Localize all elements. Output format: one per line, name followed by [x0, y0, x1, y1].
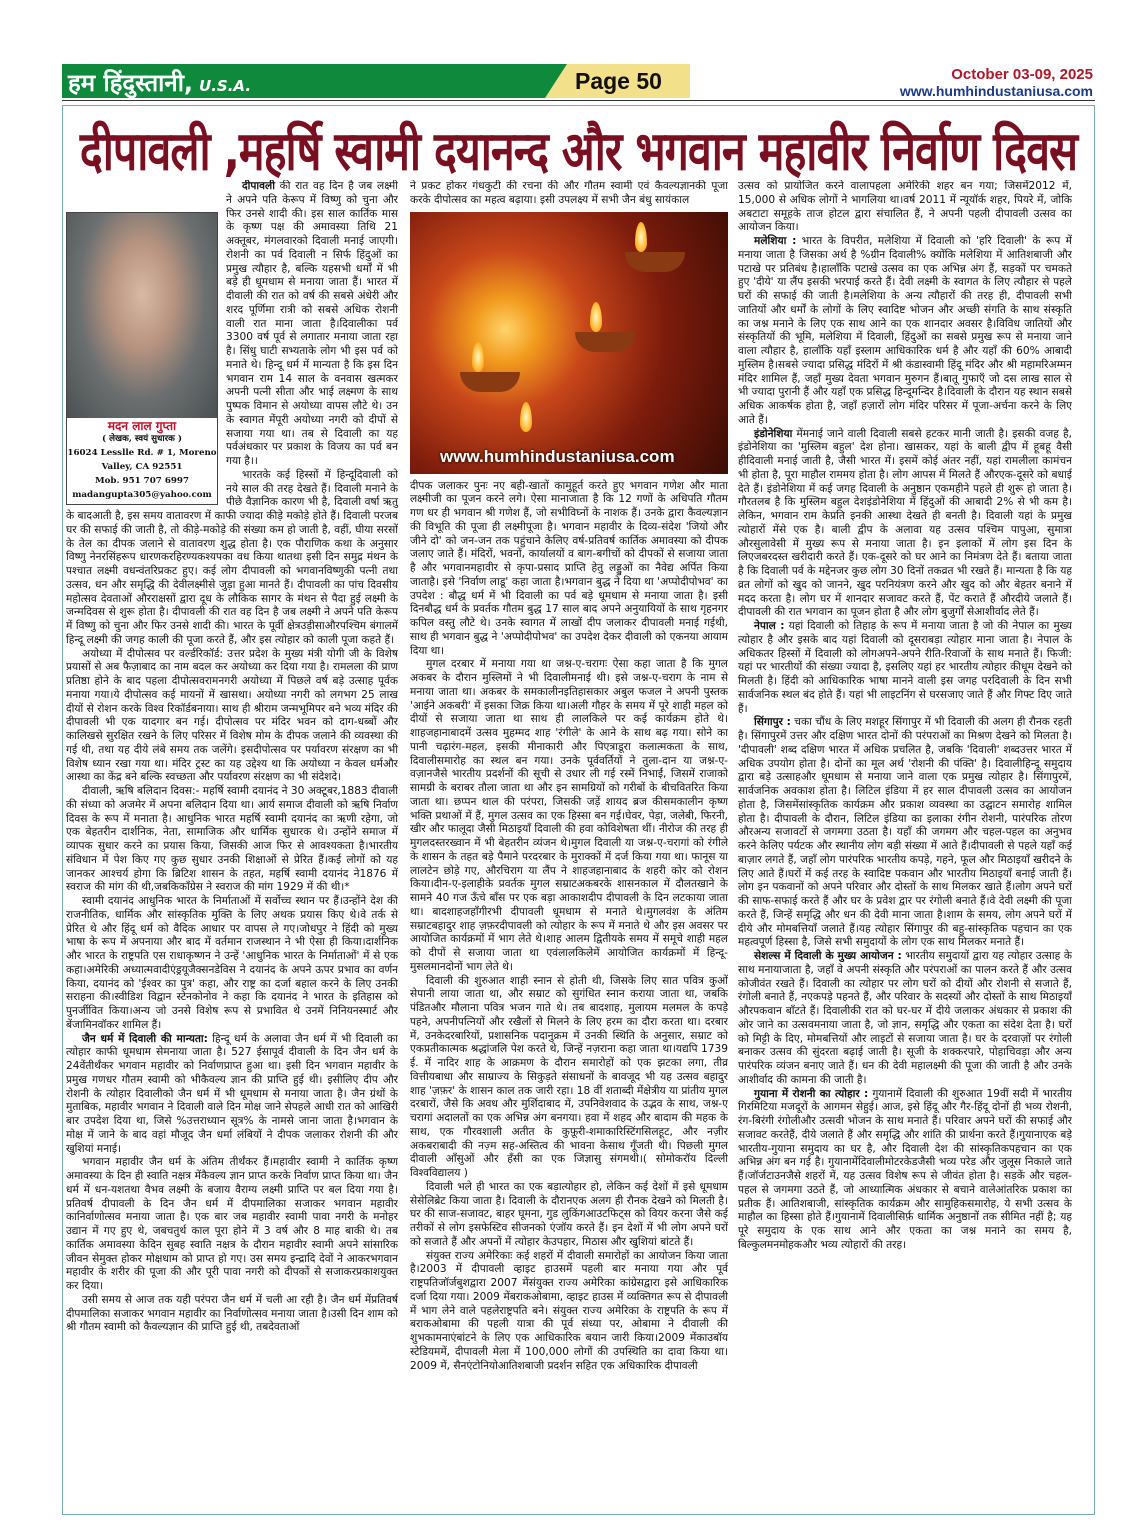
paragraph: भारतके कई हिस्सों में हिन्दूदिवाली को नये साल की तरह देखते हैं। दिवाली मनाने के पीछे वैज्ञानिक कारण भी है, दिवाली वर्षा ऋतु के बादआती है, इस समय वातावरण में काफी ज्यादा कीड़े मकोड़े होते हैं। दिवाली परजब घर की सफाई की जाती है, तो कीड़े-मकोड़े की संख्या कम हो जाती है, वहीं, घीया सरसों के तेल का दीपक जलाने से वातावरण शुद्ध होता है। एक पौराणिक कथा के अनुसार विष्णु नेनरसिंहरूप धारणकरहिरण्यकश्यपका वध किया थातथा इसी दिन समुद्र मंथन के पश्चात लक्ष्मी वधन्वंतरिप्रकट हुए। कई लोग दीपावली को भगवानविष्णुकी पत्नी तथा उत्सव, धन और समृद्धि की देवीलक्ष्मीसे जुड़ा हुआ मानते हैं। दीपावली का पांच दिवसीय महोत्सव देवताओं औरराक्षसों द्वारा दूध के लौकिक सागर के मंथन से पैदा हुई लक्ष्मी के जन्मदिवस से शुरू होता है। दीपावली की रात वह दिन है जब लक्ष्मी ने अपने पति केरूप में विष्णु को चुना और फिर उनसे शादी की। भारत के पूर्वी क्षेत्रउड़ीसाऔरपश्चिम बंगालमें हिन्दू लक्ष्मी की जगह काली की पूजा करते हैं, और इस त्योहार को काली पूजा कहते हैं।	[66, 468, 398, 646]
paragraph-text: हिन्दू धर्म के अलावा जैन धर्म में भी दिवाली का त्योहार काफी धूमधाम सेमनाया जाता है। 527 ईसापूर्व दीवाली के दिन जैन धर्म के 24वेंतीर्थंकर भगवान महावीर को निर्वाणप्राप्त हुआ था। इसी दिन भगवान महावीर के प्रमुख गणधर गौतम स्वामी को भीकैवल्य ज्ञान की प्राप्ति हुई थी। इसीलिए दीप और रोशनी के त्योहार दिवालीको जैन धर्म में भी धूमधाम से मनाया जाता है। जैन ग्रंथों के मुताबिक, महावीर भगवान ने दिवाली वाले दिन मोक्ष जाने सेपहले आधी रात को आखिरी बार उपदेश दिया था, जिसे %उत्तराध्यान सूत्र% के नामसे जाना जाता है।भगवान के मोक्ष में जाने के बाद वहां मौजूद जैन धर्मा लंबियों ने दीपक जलाकर रोशनी की और खुशियां मनाई।	[66, 1032, 398, 1155]
diya-photo	[410, 212, 728, 474]
paragraph	[738, 1088, 1072, 1253]
subheading: जैन धर्म में दिवाली की मान्यता:	[82, 1032, 208, 1045]
diya-icon	[625, 252, 685, 272]
paragraph: भगवान महावीर जैन धर्म के अंतिम तीर्थंकर हैं।महावीर स्वामी ने कार्तिक कृष्ण अमावस्या के दिन ही स्वाति नक्षत्र मेंकैवल्य ज्ञान प्राप्त करके निर्वाण प्राप्त किया था। जैन धर्म में धन-यशतथा वैभव लक्ष्मी के बजाय वैराग्य लक्ष्मी प्राप्ति पर बल दिया गया है। प्रतिवर्ष दीपावली के दिन जैन धर्म में दीपमालिका सजाकर भगवान महावीर कानिर्वाणोत्सव मनाया जाता है। एक बार जब महावीर स्वामी पावा नगरी के मनोहर उद्यान में गए हुए थे, जबचतुर्थ काल पूरा होने में 3 वर्ष और 8 माह बाकी थे। तब कार्तिक अमावस्या केदिन सुबह स्वाति नक्षत्र के दौरान महावीर स्वामी अपने सांसारिक जीवन सेमुक्त होकर मोक्षधाम को प्राप्त हो गए। उस समय इन्द्रादि देवों ने आकरभगवान महावीर के शरीर की पूजा की और पूरी पावा नगरी को दीपकों से सजाकरप्रकाशयुक्त कर दिया।	[66, 1156, 398, 1292]
paragraph: दीपक जलाकर पुनः नए बही-खातों कामुहूर्त करते हुए भगवान गणेश और माता लक्ष्मीजी का पूजन करने लगे। ऐसा मानाजाता है कि 12 गणों के अधिपति गौतम गण धर ही भगवान श्री गणेश हैं, जो सभीविघ्नों के नाशक हैं। उनके द्वारा कैवल्यज्ञान की विभूति की पूजा ही लक्ष्मीपूजा है। भगवान महावीर के दिव्य-संदेश 'जियो और जीने दो' को जन-जन तक पहुंचाने केलिए वर्ष-प्रतिवर्ष कार्तिक अमावस्या को दीपक जलाए जाते हैं। मंदिरों, भवनों, कार्यालयों व बाग-बगीचों को दीपकों से सजाया जाता है और भगवानमहावीर से कृपा-प्रसाद प्राप्ति हेतु लड्डुओं का नैवेद्य अर्पित किया जाताहै। इसे 'निर्वाण लाडू' कहा जाता है।भगवान बुद्ध ने दिया था 'अप्पोदीपोभव' का उपदेश : बौद्ध धर्म में भी दिवाली का पर्व बड़े धूमधाम से मनाया जाता है। इसी दिनबौद्ध धर्म के प्रवर्तक गौतम बुद्ध 17 साल बाद अपने अनुयायियों के साथ गृहनगर कपिल वस्तु लौटे थे। उनके स्वागत में लाखों दीप जलाकर दीपावली मनाई गईथी, साथ ही भगवान बुद्ध ने 'अप्पोदीपोभव' का उपदेश देकर दीवाली को एकनया आयाम दिया था।	[410, 479, 728, 657]
page-number: Page 50	[575, 68, 662, 94]
diya-icon	[460, 372, 520, 392]
photo-watermark: www.humhindustaniusa.com	[440, 446, 675, 466]
author-address-2: Valley, CA 92551	[101, 461, 183, 472]
paragraph: संयुक्त राज्य अमेरिकाः कई शहरों में दीवाली समारोहों का आयोजन किया जाता है।2003 में दीपावली व्हाइट हाउसमें पहली बार मनाया गया और पूर्व राष्ट्रपतिजॉर्जबुशद्वारा 2007 मेंसंयुक्त राज्य अमेरिका कांग्रेसद्वारा इसे आधिकारिक दर्जा दिया गया। 2009 मेंबराकओबामा, व्हाइट हाउस में व्यक्तिगत रूप से दीपावली में भाग लेने वाले पहलेराष्ट्रपति बने। संयुक्त राज्य अमेरिका के राष्ट्रपति के रूप में बराकओबामा की पहली यात्रा की पूर्व संध्या पर, ओबामा ने दीवाली की शुभकामनाएंबांटने के लिए एक आधिकारिक बयान जारी किया।2009 मेंकाउबॉय स्टेडियममें, दीपावली मेला में 100,000 लोगों की उपस्थिति का दावा किया था। 2009 में, सैनएंटोनियोआतिशबाजी प्रदर्शन सहित एक अधिकारिक दीपावली	[410, 1249, 728, 1372]
issue-date: October 03-09, 2025	[951, 66, 1093, 83]
paragraph	[738, 716, 1072, 950]
flame-icon	[520, 402, 532, 432]
author-photo	[67, 213, 217, 418]
lead-word: दीपावली	[242, 180, 275, 192]
paragraph	[738, 620, 1072, 716]
newspaper-title	[68, 66, 251, 99]
article-headline: दीपावली ,महर्षि स्वामी दयानन्द और भगवान महावीर निर्वाण दिवस	[79, 120, 1078, 184]
paragraph-text: चका चौंध के लिए मशहूर सिंगापुर में भी दिवाली की अलग ही रौनक रहती है। सिंगापुरमें उत्तर और दक्षिण भारत दोनों की परंपराओं का मिश्रण देखने को मिलता है। 'दीपावली' शब्द दक्षिण भारत में अधिक प्रचलित है, जबकि 'दिवाली' शब्दउत्तर भारत में अधिक उपयोग होता है। दोनों का मूल अर्थ 'रोशनी की पंक्ति' है। दिवालीहिन्दू समुदाय द्वारा बड़े उत्साहऔर धूमधाम से मनाया जाने वाला एक प्रमुख त्योहार है। सिंगापुरमें, सार्वजनिक अवकाश होता है। लिटिल इंडिया में हर साल दीपावली उत्सव का आयोजन होता है, जिसमेंसांस्कृतिक कार्यक्रम और प्रकाश व्यवस्था का उद्घाटन समारोह शामिल होता है। दीपावली के दौरान, लिटिल इंडिया का इलाका रंगीन रोशनी, पारंपरिक तोरण औरअन्य सजावटों से जगमगा उठता है। यहाँ की जगमग और चहल-पहल का अनुभव करने केलिए पर्यटक और स्थानीय लोग बड़ी संख्या में आते हैं।दीपावली से पहले यहाँ कई बाज़ार लगते हैं, जहाँ लोग पारंपरिक भारतीय कपड़े, गहने, फूल और मिठाइयाँ खरीदने के लिए आते हैं।घरों में कई तरह के स्वादिष्ट पकवान और भारतीय मिठाइयाँ बनाई जाती हैं।लोग इन पकवानों को अपने परिवार और दोस्तों के साथ मिलकर खाते हैं।लोग अपने घरों की साफ-सफाई करते हैं और घर के प्रवेश द्वार पर रंगोली बनाते हैं।वे देवी लक्ष्मी की पूजा करते हैं, जिन्हें समृद्धि और धन की देवी माना जाता है।शाम के समय, लोग अपने घरों में दीये और मोमबत्तियाँ जलाते हैं।यह त्योहार सिंगापुर की बहु-सांस्कृतिक पहचान का एक महत्वपूर्ण हिस्सा है, जिसे सभी समुदायों के लोग एक साथ मिलकर मनाते हैं।	[738, 716, 1072, 949]
paragraph-text: यहां दिवाली को तिहाड़ के रूप में मनाया जाता है जो की नेपाल का मुख्य त्योहार है और इसके बाद यहां दिवाली को दूसराबड़ा त्योहार माना जाता है। नेपाल के अधिकतर हिस्सों में दिवाली को लोगअपने-अपने रीति-रिवाजों के साथ मनाते हैं। फिजी: यहां पर भारतीयों की संख्या ज्यादा है, इसलिए यहां हर भारतीय त्योहार कीधूम देखने को मिलती है। हिंदी को आधिकारिक भाषा मानने वाली इस जगह परदिवाली के दिन सभी सार्वजनिक स्थल बंद होते हैं। यहां भी लाइटनिंग से घरसजाए जाते हैं और गिफ्ट दिए जाते हैं।	[738, 620, 1072, 715]
paragraph	[738, 235, 1072, 428]
flame-icon	[635, 222, 647, 252]
paragraph-text: मेंमनाई जाने वाली दिवाली सबसे हटकर मानी जाती है। इसकी वजह है, इंडोनेशिया का 'मुस्लिम बहुल' देश होना। खासकर, यहां के बाली द्वीप में हूबहू वैसी हीदिवाली मनाई जाती है, जैसी भारत में। इसमें कोई अंतर नहीं, यहां रामलीला कामंचन भी होता है, पूरा माहौल राममय होता है। लोग आपस में मिलते हैं औरएक-दूसरे को बधाई देते हैं। इंडोनेशिया में कई जगह दिवाली के अनुष्ठान एकमहीने पहले ही शुरू हो जाता है। गौरतलब है कि मुस्लिम बहुल देशइंडोनेशिया में हिंदुओं की आबादी 2% से भी कम है। लेकिन, भगवान राम केप्रति इनकी आस्था देखते ही बनती है। दिवाली यहां के प्रमुख त्योहारों मेंसे एक है। बाली द्वीप के अलावा यह उत्सव पश्चिम पापुआ, सुमात्रा औरसुलावेसी में मुख्य रूप से मनाया जाता है। इन इलाकों में लोग इस दिन के लिएजबरदस्त खरीदारी करते हैं। एक-दूसरे को घर आने का निमंत्रण देते हैं। बताया जाता है कि दिवाली पर्व के मद्देनजर कुछ लोग 30 दिनों तकव्रत भी रखते हैं। मान्यता है कि यह व्रत लोगों को खुद को जानने, खुद परनियंत्रण करने और खुद को और बेहतर बनाने में मदद करता है। लोग घर में शानदार सजावट करते हैं, पेंट कराते हैं औरदीये जलाते हैं। दीपावली की रात भगवान का पूजन होता है और लोग बुजुर्गों सेआशीर्वाद लेते हैं।	[738, 427, 1072, 619]
paragraph	[738, 428, 1072, 621]
header-divider	[62, 100, 1095, 101]
author-name: मदन लाल गुप्ता	[107, 419, 177, 433]
flame-icon	[472, 342, 484, 372]
title-text: हम हिंदुस्तानी,	[68, 69, 194, 97]
column-2	[410, 180, 728, 1480]
paragraph: दीवाली, ऋषि बलिदान दिवस:- महर्षि स्वामी दयानंद ने 30 अक्टूबर,1883 दीवाली की संध्या को अजमेर में अपना बलिदान दिया था। आर्य समाज दीवाली को ऋषि निर्वाण दिवस के रूप में मनाता है। आधुनिक भारत महर्षि स्वामी दयानंद का ऋणी रहेगा, जो एक बेहतरीन दार्शनिक, नेता, सामाजिक और धार्मिक सुधारक थे। उन्होंने समाज में व्यापक सुधार करने का प्रयास किया, जिसकी आज फिर से आवश्यकता है।भारतीय संविधान में पेश किए गए कुछ सुधार उनकी शिक्षाओं से प्रेरित हैं।कई लोगों को यह जानकर आश्चर्य होगा कि ब्रिटिश शासन के तहत, महर्षि स्वामी दयानंद ने1876 में स्वराज की मांग की थी,जबकिकाँग्रेस ने स्वराज की मांग 1929 में की थी।*	[66, 785, 398, 894]
paragraph-text: भारत के विपरीत, मलेशिया में दिवाली को 'हरि दिवाली' के रूप में मनाया जाता है जिसका अर्थ है %ग्रीन दिवाली% क्योंकि मलेशिया में आतिशबाजी और पटाखे पर प्रतिबंध है।हालाँकि पटाखे उत्सव का एक अभिन्न अंग हैं, सड़कों पर चमकते हुए 'दीये' या लैंप इसकी भरपाई करते हैं। देवी लक्ष्मी के स्वागत के लिए त्यौहार से पहले घरों की सफाई की जाती है।मलेशिया के अन्य त्यौहारों की तरह ही, दीपावली सभी जातियों और धर्मों के लोगों के लिए स्वादिष्ट भोजन और अच्छी संगति के साथ संस्कृति का जश्न मनाने के लिए एक साथ आने का एक शानदार अवसर है।विविध जातियों और संस्कृतियों की भूमि, मलेशिया में दिवाली, हिंदुओं का सबसे प्रमुख रूप से मनाया जाने वाला त्यौहार है, हालाँकि यहाँ इस्लाम आधिकारिक धर्म है और यहाँ की 60% आबादी मुस्लिम है।सबसे ज्यादा प्रसिद्ध मंदिरों में श्री कंडास्वामी हिंदू मंदिर और श्री महामरिअम्मन मंदिर शामिल हैं, जहाँ मुख्य देवता भगवान मुरुगन हैं।बातू गुफाएँ जो दस लाख साल से भी ज्यादा पुरानी हैं और यहाँ एक प्रसिद्ध हिन्दूमन्दिर है।दिवाली के दौरान यह स्थान सबसे अधिक आकर्षक होता है, जहाँ हज़ारों लोग मंदिर परिसर में पूजा-अर्चना करने के लिए आते हैं।	[738, 235, 1072, 426]
column-3	[738, 180, 1072, 1480]
paragraph: अयोध्या में दीपोत्सव पर वर्ल्डरिकॉर्ड: उत्तर प्रदेश के मुख्य मंत्री योगी जी के विशेष प्रयासों से अब फैज़ाबाद का नाम बदल कर अयोध्या कर दिया गया है। रामलला की प्राण प्रतिष्ठा होने के बाद पहला दीपोत्सवरामनगरी अयोध्या में पिछले वर्ष बड़े उत्साह पूर्वक मनाया गया।ये दीपोत्सव कई मायनों में खासथा। अयोध्या नगरी को लगभग 25 लाख दीयों से रोशन करके विश्व रिकॉर्डबनाया। साथ ही श्रीराम जन्मभूमिपर बने भव्य मंदिर की दीपावली भी एक यादगार बन गई। दीपोत्सव पर मंदिर भवन को दाग-धब्बों और कालिखसे सुरक्षित रखने के लिए परिसर में विशेष मोम के दीपक जलाने की व्यवस्था की गई थी, तथा यह दीये लंबे समय तक जलेंगे। इसदीपोत्सव पर पर्यावरण संरक्षण का भी विशेष ध्यान रखा गया था। मंदिर ट्रस्ट का यह उद्देश्य था कि अयोध्या न केवल धर्मऔर आस्था का केंद्र बने बल्कि स्वच्छता और पर्यावरण संरक्षण का भी संदेशदे।	[66, 647, 398, 784]
author-role: ( लेखक, स्वयं सुधारक )	[102, 433, 182, 444]
flame-icon	[590, 302, 602, 332]
column-1	[66, 180, 398, 1480]
paragraph: ने प्रकट होकर गंधकुटी की रचना की और गौतम स्वामी एवं कैवल्यज्ञानकी पूजा करके दीपोत्सव का महत्व बढ़ाया। इसी उपलक्ष्य में सभी जैन बंधु सायंकाल	[410, 180, 728, 206]
paragraph: उत्सव को प्रायोजित करने वालापहला अमेरिकी शहर बन गया; जिसमें2012 में, 15,000 से अधिक लोगों ने भागलिया था।वर्ष 2011 में न्यूयॉर्क शहर, पियरे में, जोकि अबटाटा समूहके ताज होटल द्वारा संचालित हैं, ने अपनी पहली दीपावली उत्सव का आयोजन किया।	[738, 180, 1072, 234]
title-suffix: U.S.A.	[199, 77, 252, 95]
paragraph-text: की रात वह दिन है जब लक्ष्मी ने अपने पति केरूप में विष्णु को चुना और फिर उनसे शादी की। इस साल कार्तिक मास के कृष्ण पक्ष की अमावस्या तिथि 21 अक्तूबर, मंगलवारको दिवाली मनाई जाएगी।रोशनी का पर्व दिवाली न सिर्फ हिंदुओं का प्रमुख त्यौहार है, बल्कि यहसभी धर्मों में भी बड़े ही धूमधाम से मनाया जाता हैं। भारत में दीवाली की रात को वर्ष की सबसे अंधेरी और शरद पूर्णिमा रात्री को सबसे अधिक रोशनी वाली रात माना जाता है।दिवालीका पर्व 3300 वर्ष पूर्व से लगातार मनाया जाता रहा है। सिंधु घाटी सभ्यताके लोग भी इस पर्व को मनाते थे। हिन्दू धर्म में मान्यता है कि इस दिन भगवान राम 14 साल के वनवास खत्मकर अपनी पत्नी सीता और भाई लक्ष्मण के साथ पुष्पक विमान से अयोध्या वापस लौटे थे। उन के स्वागत मेंपूरी अयोध्या नगरी को दीपों से सजाया गया था। तब से दिवाली का यह पर्वअंधकार पर प्रकाश के विजय का पर्व बन गया है।।	[226, 180, 398, 467]
subheading: नेपाल :	[754, 620, 785, 632]
author-email[interactable]: madangupta305@yahoo.com	[72, 489, 212, 500]
paragraph: स्वामी दयानंद आधुनिक भारत के निर्माताओं में सर्वोच्च स्थान पर हैं।उन्होंने देश की राजनीतिक, धार्मिक और सांस्कृतिक मुक्ति के लिए अथक प्रयास किए थे।वे तर्क से प्रेरित थे और हिंदू धर्म को वैदिक आधार पर वापस ले गए।जोधपुर ने हिंदी को मुख्य भाषा के रूप में अपनाया और बाद में वर्तमान राजस्थान ने भी ऐसा ही किया।दार्शनिक और भारत के राष्ट्रपति एस राधाकृष्णन ने उन्हें 'आधुनिक भारत के निर्माताओं' में से एक कहा।अमेरिकी अध्यात्मवादीएंड्रयूजैक्सनडेविस ने दयानंद के अपने ऊपर प्रभाव का वर्णन किया, दयानंद को 'ईश्वर का पुत्र' कहा, और राष्ट्र का दर्जा बहाल करने के लिए उनकी सराहना की।स्वीडिश विद्वान स्टेनकोनोव ने कहा कि दयानंद ने भारत के इतिहास को पुनर्जीवित किया।अन्य जो उनसे विशेष रूप से प्रभावित थे उनमें निनियनस्मार्ट और बेंजामिनवॉकर शामिल हैं।	[66, 895, 398, 1031]
paragraph	[66, 1033, 398, 1157]
paragraph: दिवाली की शुरुआत शाही स्नान से होती थी, जिसके लिए सात पवित्र कुओं सेपानी लाया जाता था, और सम्राट को सुगंधित स्नान कराया जाता था, जबकि पंडितऔर मौलाना पवित्र भजन गाते थे। तब बादशाह, मुलायम मलमल के कपड़े पहने, अपनीपत्नियों और रखैलों से मिलने के लिए हरम का दौरा करता था। दरबार में, उनकेदरबारियों, प्रशासनिक पदानुक्रम में उनकी स्थिति के अनुसार, सम्राट को एकप्रतीकात्मक श्रद्धांजलि पेश करते थे, जिन्हें नज़राना कहा जाता था।यद्यपि 1739 ई. में नादिर शाह के आक्रमण के दौरान समारोहों को एक झटका लगा, तीव्र वित्तीयबाधा और साम्राज्य के सिकुड़ते संसाधनों के बावजूद भी यह उत्सव बहादुर शाह 'ज़फ़र' के शासन काल तक जारी रहा। 18 वीं शताब्दी मेंक्षेत्रीय या प्रांतीय मुगल दरबारों, जैसे कि अवध और मुर्शिदाबाद में, उपनिवेशवाद के उद्भव के साथ, जश्न-ए चरागां अदालतों का एक अभिन्न अंग बनगया। हवा में शहद और बादाम की महक के साथ, एक गौरवशाली अतीत के कुफ़ूरी-शमाकारिस्टिंगसिलहूट, और नज़ीर अकबराबादी की नज़्म सह-अस्तित्व की भावना केसाथ गूँजती थी। पिछली मुगल दीवाली आँसुओं और हँसी का एक जिज्ञासु संगमथी।( सोमोकरॉय दिल्ली विश्वविद्यालय )	[410, 974, 728, 1179]
website-link[interactable]: www.humhindustaniusa.com	[899, 83, 1093, 99]
author-address-1: 16024 Lesslle Rd. # 1, Moreno	[67, 447, 217, 458]
paragraph: दिवाली भले ही भारत का एक बड़ात्योहार हो, लेकिन कई देशों में इसे धूमधाम सेसेलिब्रेट किया जाता है। दिवाली के दौरानएक अलग ही रौनक देखने को मिलती है। घर की साज-सजावट, बाहर घूमना, गुड लुकिंगआउटफिट्स को वियर करना जैसे कई तरीकों से लोग इसफेस्टिव सीजनको एंजॉय करते हैं। इन देशों में भी लोग अपने घरों को सजाते हैं और अपनों में त्योहार केउपहार, मिठास और खुशियां बांटते हैं।	[410, 1180, 728, 1248]
subheading: मलेशिया :	[754, 235, 797, 247]
diya-icon	[575, 332, 635, 352]
subheading: सेशल्स में दिवाली के मुख्य आयोजन :	[754, 950, 902, 962]
subheading: सिंगापुर :	[754, 716, 791, 729]
paragraph-text: भारतीय समुदायों द्वारा यह त्योहार उत्साह के साथ मनायाजाता है, जहाँ वे अपनी संस्कृति और परंपराओं का पालन करते हैं और उत्सव कोजीवंत रखते हैं। दिवाली का त्योहार पर लोग घरों को दीयों और रोशनी से सजाते हैं, रंगोली बनाते हैं, नएकपड़े पहनते हैं, और परिवार के सदस्यों और दोस्तों के साथ मिठाइयाँ औरपकवान बाँटते हैं। दिवालीकी रात को घर-घर में दीये जलाकर अंधकार से प्रकाश की ओर जाने का उत्सवमनाया जाता है, जो ज्ञान, समृद्धि और एकता का संदेश देता है। घरों को मिट्टी के दिए, मोमबत्तियों और लाइटों से सजाया जाता है। घर के दरवाज़ों पर रंगोली बनाकर उत्सव की सुंदरता बढ़ाई जाती है। सूजी के शक्करपारे, पोहाचिवड़ा और अन्य पारंपरिक व्यंजन बनाए जाते हैं। धन की देवी महालक्ष्मी की पूजा की जाती है और उनके आशीर्वाद की कामना की जाती है।	[738, 950, 1072, 1086]
author-box	[66, 212, 218, 505]
paragraph: उसी समय से आज तक यही परंपरा जैन धर्म में चली आ रही है। जैन धर्म मेंप्रतिवर्ष दीपमालिका सजाकर भगवान महावीर का निर्वाणोत्सव मनाया जाता है।उसी दिन शाम को श्री गौतम स्वामी को कैवल्यज्ञान की प्राप्ति हुई थी, तबदेवताओं	[66, 1293, 398, 1334]
paragraph: मुगल दरबार में मनाया गया था जश्न-ए-चरागः ऐसा कहा जाता है कि मुगल अकबर के दौरान मुस्लिमों ने भी दिवालीमनाई थी। इसे जश्न-ए-चराग के नाम से मनाया जाता था। अकबर के समकालीनइतिहासकार अबुल फजल ने अपनी पुस्तक 'आईने अकबरी' में इसका जिक्र किया था।अली गौहर के समय में पूरे शाही महल को दीयों से सजाया जाता था साथ ही लालकिले पर कई कार्यक्रम होते थे।शाहजहानाबादमें उत्सव मुहम्मद शाह 'रंगीले' के आने के साथ बढ़ गया। सोने का पानी चढ़ारंग-महल, इसकी मीनाकारी और पिएत्राडूरा कलात्मकता के साथ, दिवालीसमारोह का स्थल बन गया। उनके पूर्ववर्तियों ने तुला-दान या जश्न-ए-वज़ानजैसे भारतीय प्रदर्शनों की सूची से उधार ली गई रस्में निभाईं, जिसमें राजाको सामग्री के बराबर तौला जाता था और इन सामग्रियों को गरीबों के बीचवितरित किया जाता था। छप्पन थाल की परंपरा, जिसकी जड़ें शायद ब्रज कीसमकालीन कृष्ण भक्ति प्रथाओं में हैं, मुगल उत्सव का एक हिस्सा बन गई।घेवर, पेड़ा, जलेबी, फिरनी, खीर और फालूदा जैसी मिठाइयाँ दिवाली की हवा कोविशेषता थीं। नीरोज की तरह ही मुगलदस्तरख्वान में भी बेहतरीन व्यंजन थे।मुगल दिवाली या जश्न-ए-चरागां को रंगीले के शासन के तहत बड़े पैमाने परदरबार के मुराक्कों में दर्ज किया गया था। फानूस या लालटेन छोड़े गए, औरचिराग या लैंप ने शाहजहानाबाद के शहरी कोर को रोशन किया।दीन-ए-इलाहीके प्रवर्तक मुगल सम्राटअकबरके शासनकाल में दौलतखाने के सामने 40 गज ऊँचे बाँस पर एक बड़ा आकाशदीप दीपावली के दिन लटकाया जाता था। बादशाहजहाँगीरभी दीपावली धूमधाम से मनाते थे।मुगलवंश के अंतिम सम्राटबहादुर शाह ज़फ़रदीपावली को त्योहार के रूप में मनाते थे और इस अवसर पर आयोजित कार्यक्रमों में भाग लेते थे।शाह आलम द्वितीयके समय में समूचे शाही महल को दीपों से सजाया जाता था एवंलालकिलेमें आयोजित कार्यक्रमों में हिन्दू-मुसलमानदोनों भाग लेते थे।	[410, 658, 728, 973]
paragraph-text: गुयानामें दिवाली की शुरुआत 19वीं सदी में भारतीय गिरमिटिया मजदूरों के आगमन सेहुई। आज, इसे हिंदू और गैर-हिंदू दोनों ही भव्य रोशनी, रंग-बिरंगी रंगोलीऔर उत्सवी भोजन के साथ मनाते हैं। परिवार अपने घरों की सफाई और सजावट करतेहैं, दीये जलाते हैं और समृद्धि और शांति की प्रार्थना करते हैं।गुयानाएक बड़े भारतीय-गुयाना समुदाय का घर है, और दिवाली देश की सांस्कृतिकपहचान का एक अभिन्न अंग बन गई है। गुयानामेंदिवालीमोटरकेडजैसी भव्य परेड और जुलूस निकाले जाते हैं।जॉर्जटाउनजैसे शहरों में, यह उत्सव विशेष रूप से जीवंत होता है। सड़कें और चहल-पहल से जगमगा उठते हैं, जो आध्यात्मिक अंधकार से बचाने वालेआंतरिक प्रकाश का प्रतीक हैं। आतिशबाजी, सांस्कृतिक कार्यक्रम और सामुहिकसमारोह, ये सभी उत्सव के माहौल का हिस्सा होते हैं।गुयानामें दिवालीसिर्फ़ धार्मिक अनुष्ठानों तक सीमित नहीं है; यह पूरे समुदाय के एक साथ आने और एकता का जश्न मनाने का समय है, बिल्कुलमनमोहकऔर भव्य त्योहारों की तरह।	[738, 1087, 1072, 1251]
subheading: गुयाना में रोशनी का त्योहार :	[754, 1087, 869, 1100]
subheading: इंडोनेशिया	[754, 427, 793, 440]
author-mobile: Mob. 951 707 6997	[94, 475, 190, 486]
paragraph	[738, 950, 1072, 1088]
